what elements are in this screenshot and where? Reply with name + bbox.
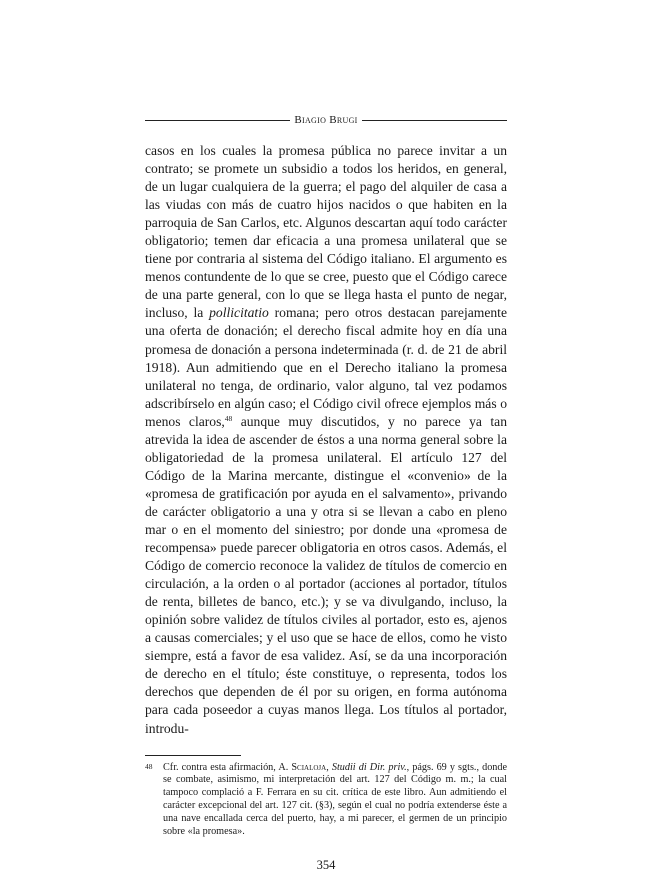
body-text-segment: casos en los cuales la promesa pública no parece invitar a un contrato; se promete un subsidio a todos los heridos, en general, de un lugar cualquiera de la guerra; el pago del alquiler de casa a las viudas con más de cuatro hijos nacidos o que habiten en la parroquia de San Carlos, etc. Algunos descartan aquí todo carácter obligatorio; temen dar eficacia a una promesa unilateral que se tiene por contraria al sistema del Código italiano. El argumento es menos contundente de lo que se cree, puesto que el Código carece de una parte general, con lo que se llega hasta el punto de negar, incluso, la	[145, 143, 507, 321]
page-number: 354	[316, 857, 336, 872]
body-paragraph	[145, 142, 507, 738]
body-italic-term: pollicitatio	[209, 305, 269, 321]
footnote	[145, 762, 507, 839]
footnote-text: , págs. 69 y sgts., donde se combate, asimismo, mi interpretación del art. 127 del Código m. m.; la cual tampoco complació a F. Ferrara en su cit. crítica de este libro. Aun admitiendo el carácter excepcional del art. 127 cit. (§3), según el cual no podría extenderse éste a una nave encallada cerca del puerto, hay, a mi parecer, el germen de un principio sobre «la promesa».	[163, 761, 508, 838]
running-header	[145, 110, 507, 130]
footnote-cited-title: Studii di Dir. priv.	[331, 761, 407, 773]
footnote-text: ,	[326, 761, 332, 773]
footnote-cited-author: Scialoja	[291, 761, 327, 773]
body-text-segment: romana; pero otros destacan parejamente una oferta de donación; el derecho fiscal admite hoy en día una promesa de donación a persona indeterminada (r. d. de 21 de abril 1918). Aun admitiendo que en el Derecho italiano la promesa unilateral no tenga, de ordinario, valor alguno, tal vez podamos adscribírselo en algún caso; el Código civil ofrece ejemplos más o menos claros,	[145, 305, 507, 429]
footnote-text: Cfr. contra esta afirmación, A.	[163, 761, 292, 773]
book-page	[145, 110, 507, 873]
body-text-segment: aunque muy discutidos, y no parece ya tan atrevida la idea de ascender de éstos a una norma general sobre la obligatoriedad de la promesa unilateral. El artículo 127 del Código de la Marina mercante, distingue el «convenio» de la «promesa de gratificación por ayuda en el salvamento», privando de carácter obligatorio a una y otra si se llevan a cabo en pleno mar o en el momento del siniestro; por donde una «promesa de recompensa» puede parecer obligatoria en otros casos. Además, el Código de comercio reconoce la validez de títulos de comercio en circulación, a la orden o al portador (acciones al portador, títulos de renta, billetes de banco, etc.); y se va divulgando, incluso, la opinión sobre validez de títulos civiles al portador, esto es, ajenos a causas comerciales; y el uso que se hace de ellos, como he visto siempre, está a favor de esa validez. Así, se da una incorporación de derecho en el título; éste constituye, o representa, todos los derechos que dependen de él por su origen, en forma autónoma para cada poseedor a cuyas manos llega. Los títulos al portador, introdu-	[145, 413, 507, 736]
footnote-number: 48	[145, 761, 153, 771]
header-rule-right	[362, 120, 507, 121]
header-rule-left	[145, 120, 290, 121]
running-header-author: Biagio Brugi	[294, 114, 358, 126]
footnote-reference: 48	[224, 413, 233, 423]
main-text	[145, 142, 507, 738]
footnote-separator	[145, 755, 241, 756]
